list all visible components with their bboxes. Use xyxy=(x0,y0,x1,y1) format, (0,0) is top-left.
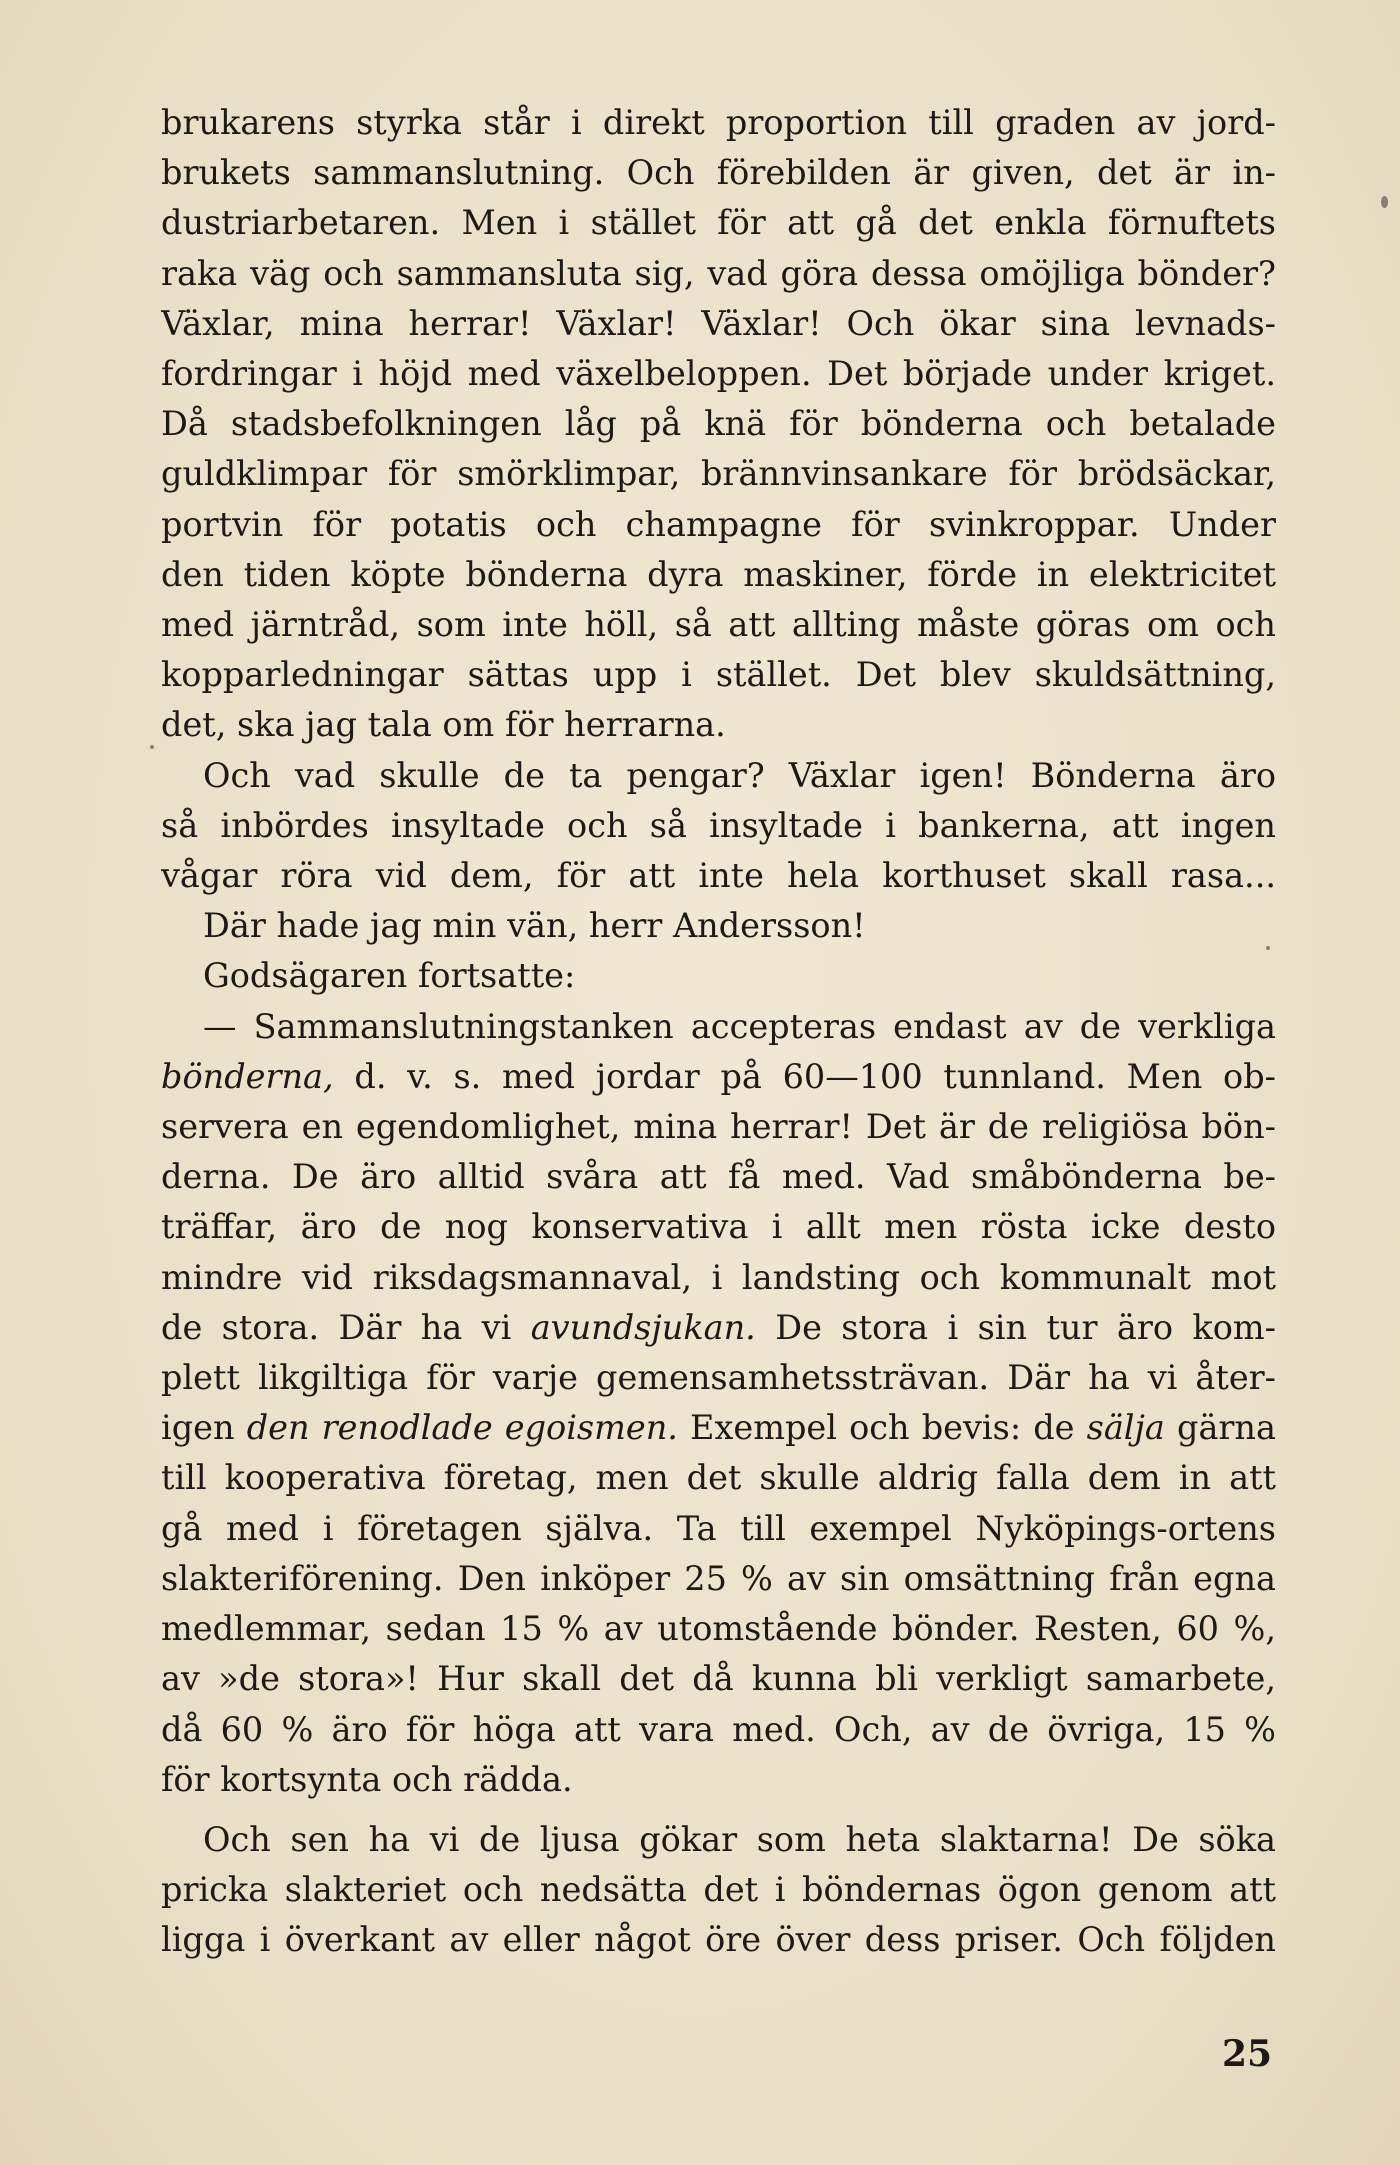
text-line: guldklimpar för smörklimpar, brännvinsankare för brödsäckar, xyxy=(161,454,1276,494)
italic-text: sälja xyxy=(1086,1408,1165,1448)
text-line: Växlar, mina herrar! Växlar! Växlar! Och ökar sina levnads- xyxy=(161,303,1276,343)
text-line: Där hade jag min vän, herr Andersson! xyxy=(203,906,866,946)
text-line: mindre vid riksdagsmannaval, i landsting och kommunalt mot xyxy=(161,1257,1276,1297)
text-line: brukets sammanslutning. Och förebilden är given, det är in- xyxy=(161,153,1276,193)
text-line: Då stadsbefolkningen låg på knä för bönderna och betalade xyxy=(161,404,1276,444)
text-line: medlemmar, sedan 15 % av utomstående bönder. Resten, 60 %, xyxy=(161,1609,1276,1649)
text-line: Och sen ha vi de ljusa gökar som heta slaktarna! De söka xyxy=(203,1819,1276,1859)
text-line: till kooperativa företag, men det skulle aldrig falla dem in att xyxy=(161,1458,1276,1498)
text-line: fordringar i höjd med växelbeloppen. Det började under kriget. xyxy=(161,354,1276,394)
text-line: för kortsynta och rädda. xyxy=(161,1759,573,1799)
text-line: då 60 % äro för höga att vara med. Och, av de övriga, 15 % xyxy=(161,1709,1276,1749)
text-line: portvin för potatis och champagne för svinkroppar. Under xyxy=(161,504,1276,544)
text-line: den tiden köpte bönderna dyra maskiner, förde in elektricitet xyxy=(161,554,1276,594)
text-line: servera en egendomlighet, mina herrar! Det är de religiösa bön- xyxy=(161,1107,1276,1147)
text-line: ligga i överkant av eller något öre över dess priser. Och följden xyxy=(161,1920,1276,1960)
text-line: av »de stora»! Hur skall det då kunna bli verkligt samarbete, xyxy=(161,1659,1276,1699)
text-line: bönderna, d. v. s. med jordar på 60—100 tunnland. Men ob- xyxy=(161,1056,1276,1096)
italic-text: avundsjukan. xyxy=(530,1307,756,1347)
paper-speck xyxy=(1266,946,1270,950)
text-line: gå med i företagen själva. Ta till exempel Nyköpings-ortens xyxy=(161,1508,1276,1548)
text-line: — Sammanslutningstanken accepteras endast av de verkliga xyxy=(203,1006,1276,1046)
body-text xyxy=(161,98,1276,1966)
text-line: kopparledningar sättas upp i stället. Det blev skuldsättning, xyxy=(161,655,1276,695)
text-line: dustriarbetaren. Men i stället för att gå det enkla förnuftets xyxy=(161,203,1276,243)
text-line: plett likgiltiga för varje gemensamhetssträvan. Där ha vi åter- xyxy=(161,1358,1276,1398)
text-line: Godsägaren fortsatte: xyxy=(203,956,576,996)
page-number: 25 xyxy=(1222,2033,1273,2075)
text-line: Och vad skulle de ta pengar? Växlar igen! Bönderna äro xyxy=(203,755,1276,795)
text-line: derna. De äro alltid svåra att få med. Vad småbönderna be- xyxy=(161,1157,1276,1197)
text-line: med järntråd, som inte höll, så att allting måste göras om och xyxy=(161,605,1276,645)
italic-text: den renodlade egoismen. xyxy=(246,1408,678,1448)
paper-speck xyxy=(150,745,154,749)
text-line: pricka slakteriet och nedsätta det i böndernas ögon genom att xyxy=(161,1870,1276,1910)
text-line: det, ska jag tala om för herrarna. xyxy=(161,705,726,745)
text-line: brukarens styrka står i direkt proportion till graden av jord- xyxy=(161,103,1276,142)
italic-text: bönderna, xyxy=(161,1056,334,1096)
text-line: träffar, äro de nog konservativa i allt men rösta icke desto xyxy=(161,1207,1276,1247)
text-line: raka väg och sammansluta sig, vad göra dessa omöjliga bönder? xyxy=(161,253,1276,293)
text-line: de stora. Där ha vi avundsjukan. De stora i sin tur äro kom- xyxy=(161,1307,1276,1347)
text-line: vågar röra vid dem, för att inte hela korthuset skall rasa... xyxy=(161,856,1276,896)
text-line: slakteriförening. Den inköper 25 % av sin omsättning från egna xyxy=(161,1558,1276,1598)
paper-speck xyxy=(1381,196,1388,208)
text-line: igen den renodlade egoismen. Exempel och bevis: de sälja gärna xyxy=(161,1408,1276,1448)
text-line: så inbördes insyltade och så insyltade i bankerna, att ingen xyxy=(161,805,1276,845)
